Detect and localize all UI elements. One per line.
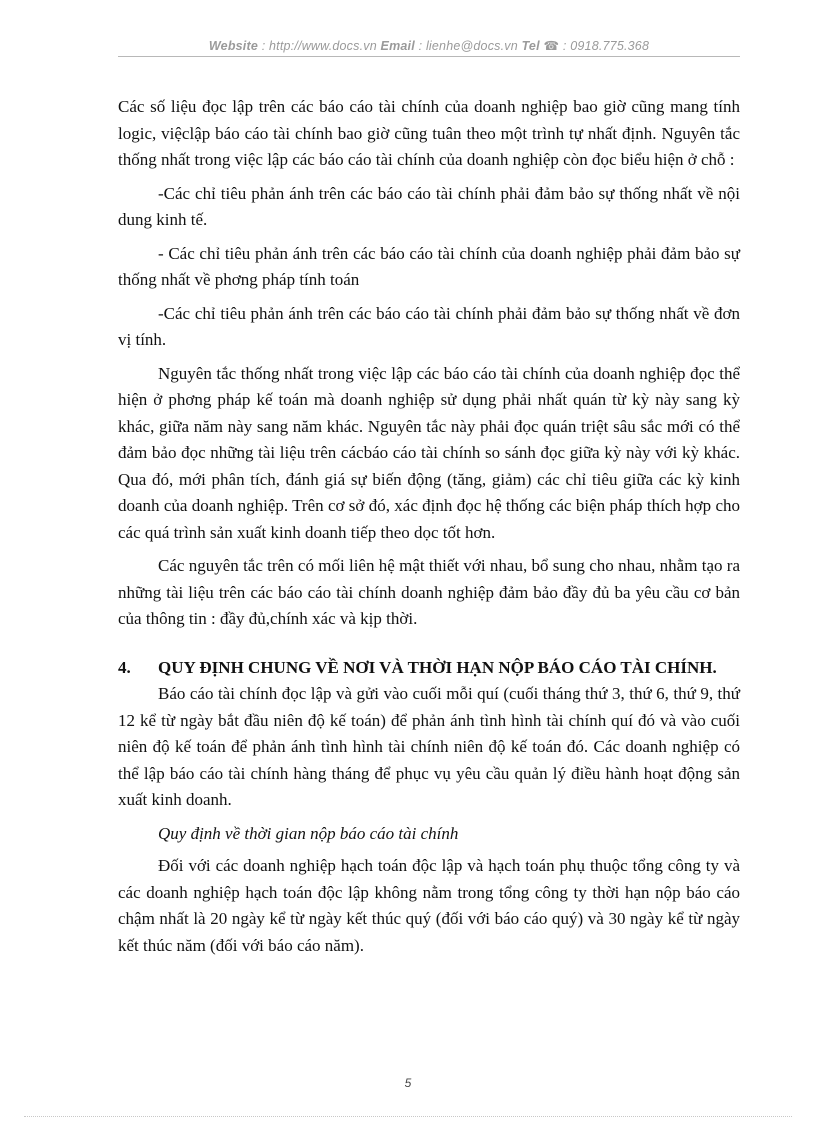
email-value: : lienhe@docs.vn — [418, 39, 518, 53]
section-title: QUY ĐỊNH CHUNG VỀ NƠI VÀ THỜI HẠN NỘP BÁO CÁO TÀI CHÍNH. — [158, 657, 717, 677]
page-header — [118, 38, 740, 57]
paragraph-6: Các nguyên tắc trên có mối liên hệ mật thiết với nhau, bổ sung cho nhau, nhằm tạo ra những tài liệu trên các báo cáo tài chính doanh nghiệp đảm bảo đầy đủ ba yêu cầu cơ bản của thông tin : đầy đủ,chính xác và kịp thời. — [118, 556, 740, 628]
website-label: Website — [208, 39, 258, 53]
paragraph-5: Nguyên tắc thống nhất trong việc lập các báo cáo tài chính của doanh nghiệp đọc thể hiện ở phơng pháp kế toán mà doanh nghiệp sử dụng phải nhất quán từ kỳ này sang kỳ khác, giữa năm này sang năm khác. Nguyên tắc này phải đọc quán triệt sâu sắc mới có thể đảm bảo đọc những tài liệu trên cácbáo cáo tài chính so sánh đọc giữa kỳ này với kỳ khác. Qua đó, mới phân tích, đánh giá sự biến động (tăng, giảm) các chỉ tiêu giữa các kỳ kinh doanh của doanh nghiệp. Trên cơ sở đó, xác định đọc hệ thống các biện pháp thích hợp cho các quá trình sản xuất kinh doanh tiếp theo dọc tốt hơn. — [118, 363, 740, 542]
section-heading — [118, 655, 740, 682]
section-paragraph-2: Đối với các doanh nghiệp hạch toán độc lập và hạch toán phụ thuộc tổng công ty và các doanh nghiệp hạch toán độc lập không nằm trong tổng công ty thời hạn nộp báo cáo chậm nhất là 20 ngày kể từ ngày kết thúc quý (đối với báo cáo quý) và 30 ngày kể từ ngày kết thúc năm (đối với báo cáo năm). — [118, 856, 740, 955]
document-body — [118, 94, 740, 966]
paragraph-3: - Các chỉ tiêu phản ánh trên các báo cáo tài chính của doanh nghiệp phải đảm bảo sự thống nhất về phơng pháp tính toán — [118, 243, 740, 289]
section-subheading: Quy định về thời gian nộp báo cáo tài chính — [158, 823, 459, 843]
paragraph-2: -Các chỉ tiêu phản ánh trên các báo cáo tài chính phải đảm bảo sự thống nhất về nội dung kinh tế. — [118, 183, 740, 229]
paragraph-1: Các số liệu đọc lập trên các báo cáo tài chính của doanh nghiệp bao giờ cũng mang tính logic, việclập báo cáo tài chính bao giờ cũng tuân theo một trình tự nhất định. Nguyên tắc thống nhất trong việc lập các báo cáo tài chính của doanh nghiệp còn đọc biểu hiện ở chỗ : — [118, 97, 740, 169]
footer-divider — [24, 1116, 792, 1117]
section-paragraph-1: Báo cáo tài chính đọc lập và gửi vào cuối mỗi quí (cuối tháng thứ 3, thứ 6, thứ 9, thứ 12 kể từ ngày bắt đầu niên độ kế toán) để phản ánh tình hình tài chính quí đó và vào cuối niên độ kế toán để phản ánh tình hình tài chính niên độ kế toán đó. Các doanh nghiệp có thể lập báo cáo tài chính hàng tháng để phục vụ yêu cầu quản lý điều hành hoạt động sản xuất kinh doanh. — [118, 684, 740, 809]
section-number: 4. — [118, 657, 131, 677]
website-value: : http://www.docs.vn — [261, 39, 377, 53]
page-number: 5 — [404, 1076, 412, 1090]
tel-label: Tel — [521, 39, 540, 53]
paragraph-4: -Các chỉ tiêu phản ánh trên các báo cáo tài chính phải đảm bảo sự thống nhất về đơn vị tính. — [118, 303, 740, 349]
email-label: Email — [380, 39, 415, 53]
tel-value: ☎ : 0918.775.368 — [543, 39, 650, 53]
